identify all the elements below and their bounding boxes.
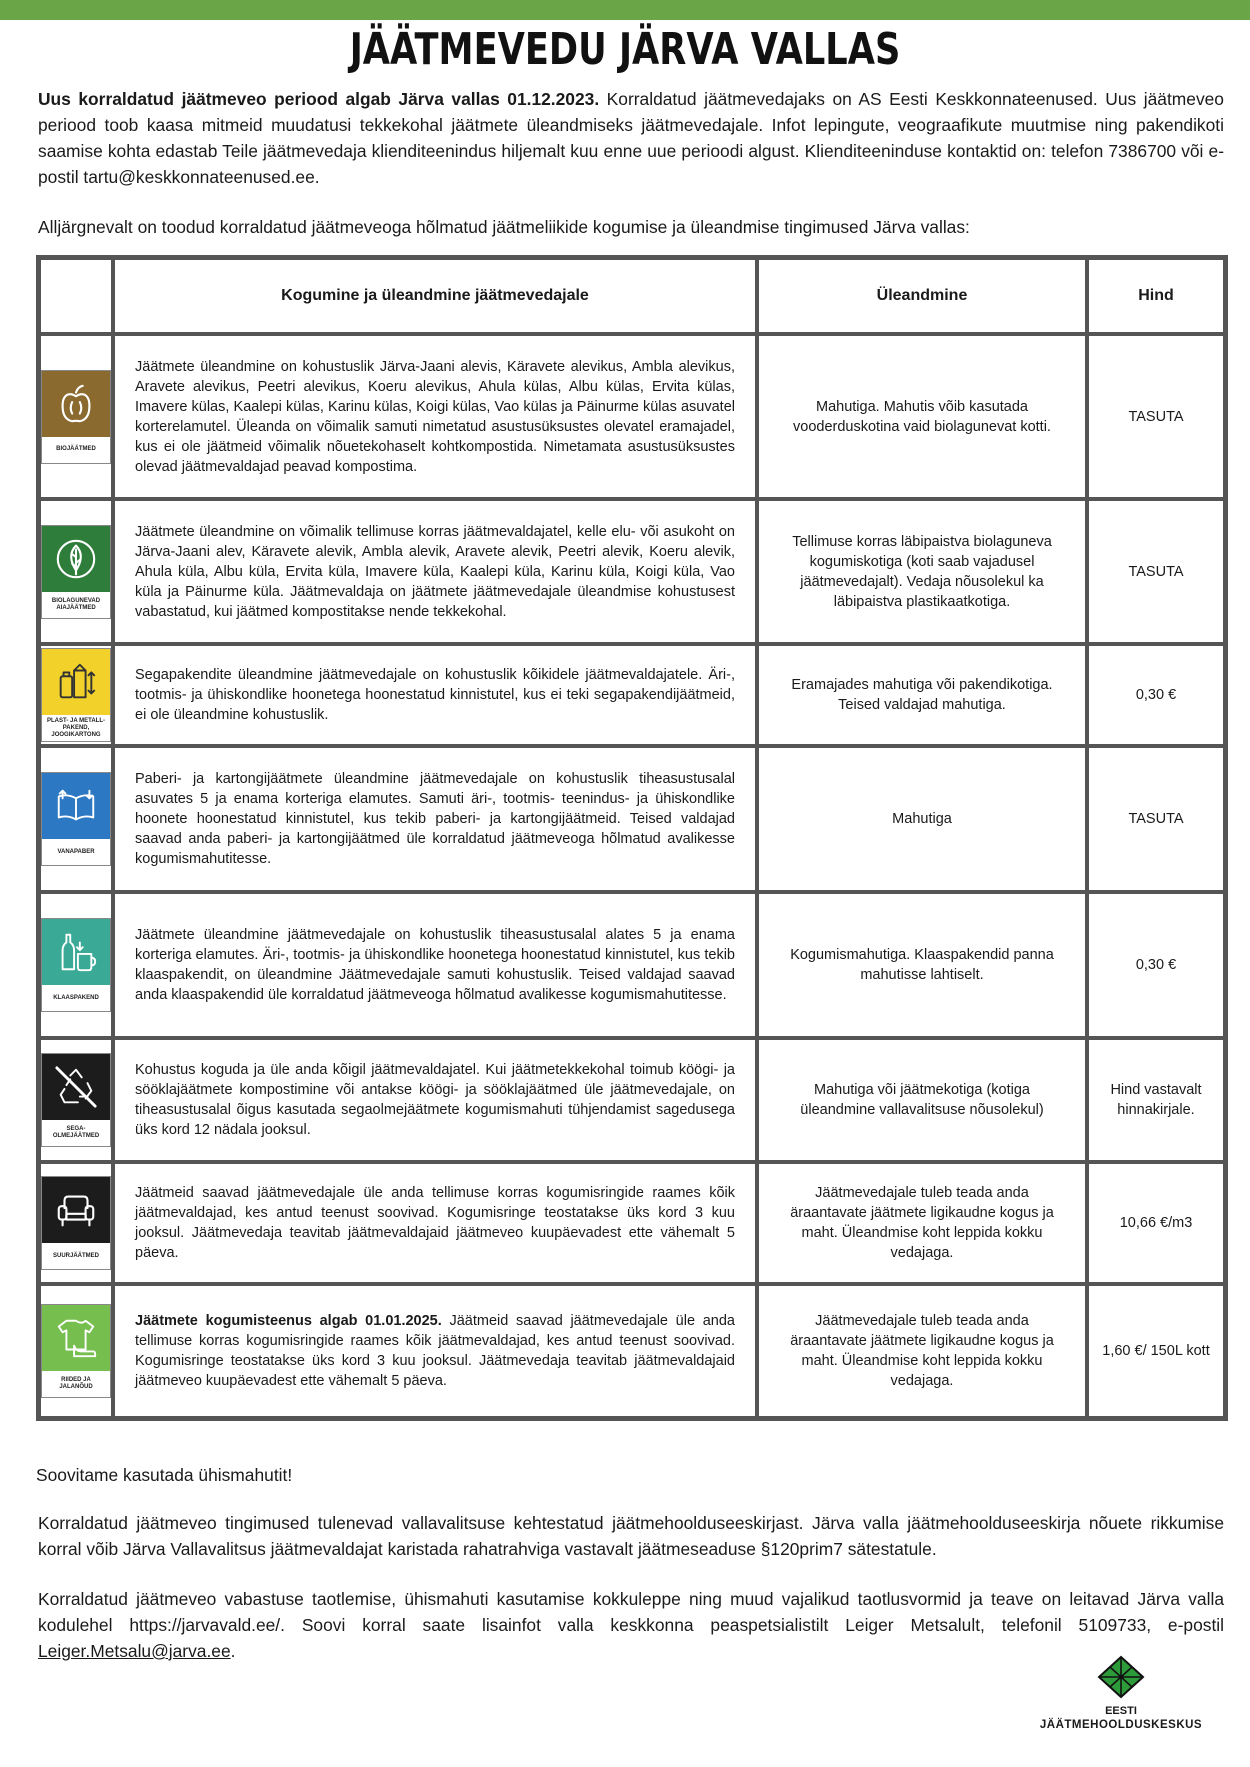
bulky-waste-category-icon [41, 1176, 111, 1270]
price-text: TASUTA [1087, 334, 1225, 499]
handover-text: Jäätmevedajale tuleb teada anda äraantavate jäätmete ligikaudne kogus ja maht. Üleandmise koht leppida kokku vedajaga. [757, 1284, 1087, 1418]
armchair-icon [42, 1177, 110, 1243]
row-bold-note: Jäätmete kogumisteenus algab 01.01.2025. [135, 1313, 442, 1329]
price-text: 10,66 €/m3 [1087, 1162, 1225, 1284]
logo-icon [1095, 1654, 1147, 1700]
price-text: 1,60 €/ 150L kott [1087, 1284, 1225, 1418]
handover-text: Jäätmevedajale tuleb teada anda äraantavate jäätmete ligikaudne kogus ja maht. Üleandmise koht leppida kokku vedajaga. [757, 1162, 1087, 1284]
icon-label: PLAST- JA METALL-PAKEND, JOOGIKARTONG [42, 715, 110, 741]
collection-text: Jäätmete üleandmine on võimalik tellimuse korras jäätmevaldajatel, kelle elu- või asukoht on Järva-Jaani alev, Käravete alevik, Ambla alevik, Aravete alevik, Peetri alevik, Koeru alevik, Ahula küla, Albu küla, Ervita küla, Imavere küla, Kaalepi küla, Karinu küla, Koigi küla, Vao küla ja Päinurme küla. Jäätmevaldaja on jäätmete jäätmevedajale üleandmise kohustusest vabastatud, kui jäätmed kompostitakse nende tekkekohal. [113, 499, 757, 644]
top-accent-bar [0, 0, 1250, 20]
price-text: TASUTA [1087, 746, 1225, 892]
collection-text: Jäätmete kogumisteenus algab 01.01.2025. Jäätmeid saavad jäätmevedajale üle anda tellimuse korras kogumisringide raames kõik jäätmevaldajad, kes antud teenust soovivad. Kogumisringe teostatakse üks kord 3 kuu jooksul. Jäätmevedaja teavitab jäätmevaldajaid jäätmeveo kuupäevadest ette vähemalt 5 päeva. [113, 1284, 757, 1418]
header-handover: Üleandmine [757, 258, 1087, 334]
price-text: TASUTA [1087, 499, 1225, 644]
price-text: 0,30 € [1087, 892, 1225, 1038]
table-row [39, 892, 1225, 1038]
logo-line-2: JÄÄTMEHOOLDUSKESKUS [1039, 1719, 1203, 1731]
collection-text: Segapakendite üleandmine jäätmevedajale on kohustuslik kõikidele jäätmevaldajatele. Äri-, tootmis- ja ühiskondlike hoonetega hoonestatud kinnistutel, kus ei teki segapakendijäätmeid, ei ole üleandmine kohustuslik. [113, 644, 757, 746]
glass-bottle-icon [42, 919, 110, 985]
icon-label: BIOJÄÄTMED [42, 437, 110, 463]
intro-paragraph [38, 86, 1224, 190]
collection-text: Kohustus koguda ja üle anda kõigil jäätmevaldajatel. Kui jäätmetekkekohal toimub köögi- ja sööklajäätmete kompostimine või antakse köögi- ja sööklajäätmed üle jäätmevedajale, on tiheasustusalal õigus kasutada segaolmejäätmete kogumismahuti tühjendamist sagedusega üks kord 12 nädala jooksul. [113, 1038, 757, 1162]
table-row [39, 746, 1225, 892]
biowaste-category-icon [41, 370, 111, 464]
table-row [39, 1284, 1225, 1418]
logo-line-1: EESTI [1105, 1705, 1137, 1717]
icon-label: BIOLAGUNEVAD AIAJÄÄTMED [42, 592, 110, 618]
handover-text: Mahutiga [757, 746, 1087, 892]
table-header-row [39, 258, 1225, 334]
contact-paragraph: Korraldatud jäätmeveo vabastuse taotlemise, ühismahuti kasutamise kokkuleppe ning muud vajalikud taotlusvormid ja teave on leitavad Järva valla kodulehel https://jarvavald.ee/. Soovi korral saate lisainfot valla keskkonna peaspetsialistilt Leiger Metsalult, telefonil 5109733, e-postil Leiger.Metsalu@jarva.ee. [38, 1589, 1224, 1661]
price-text: 0,30 € [1087, 644, 1225, 746]
regulation-paragraph: Korraldatud jäätmeveo tingimused tulenevad vallavalitsuse kehtestatud jäätmehoolduseeskirjast. Järva valla jäätmehoolduseeskirja nõuete rikkumise korral võib Järva Vallavalitsus jäätmevaldajat karistada rahatrahviga vastavalt jäätmeseaduse §120prim7 sätestatule. [38, 1513, 1224, 1559]
page-title: JÄÄTMEVEDU JÄRVA VALLAS [349, 24, 901, 75]
organization-logo [1016, 1654, 1226, 1732]
icon-label: SEGA-OLMEJÄÄTMED [42, 1120, 110, 1146]
packaging-category-icon [41, 648, 111, 742]
mixed-waste-category-icon [41, 1053, 111, 1147]
header-collection: Kogumine ja üleandmine jäätmevedajale [113, 258, 757, 334]
icon-label: KLAASPAKEND [42, 985, 110, 1011]
recommendation-text: Soovitame kasutada ühismahutit! [36, 1465, 293, 1485]
table-row [39, 334, 1225, 499]
handover-text: Eramajades mahutiga või pakendikotiga. Teised valdajad mahutiga. [757, 644, 1087, 746]
apple-core-icon [42, 371, 110, 437]
handover-text: Kogumismahutiga. Klaaspakendid panna mahutisse lahtiselt. [757, 892, 1087, 1038]
handover-text: Mahutiga. Mahutis võib kasutada vooderduskotina vaid biolagunevat kotti. [757, 334, 1087, 499]
no-recycle-icon [42, 1054, 110, 1120]
paper-category-icon [41, 772, 111, 866]
handover-text: Mahutiga või jäätmekotiga (kotiga üleandmine vallavalitsuse nõusolekul) [757, 1038, 1087, 1162]
garden-waste-category-icon [41, 525, 111, 619]
leaf-icon [42, 526, 110, 592]
collection-text: Jäätmeid saavad jäätmevedajale üle anda tellimuse korras kogumisringide raames kõik jäätmevaldajad, kes antud teenust soovivad. Kogumisringe teostatakse üks kord 3 kuu jooksul. Jäätmevedaja teavitab jäätmevaldajaid jäätmeveo kuupäevadest ette vähemalt 5 päeva. [113, 1162, 757, 1284]
header-icon [39, 258, 113, 334]
header-price: Hind [1087, 258, 1225, 334]
glass-category-icon [41, 918, 111, 1012]
collection-text: Jäätmete üleandmine jäätmevedajale on kohustuslik tiheasustusalal alates 5 ja enama korteriga elamutes. Äri-, tootmis- ja ühiskondlike hoonetega hoonestatud kinnistutel, kus tekib klaaspakendit, on üleandmine Jäätmevedajale samuti kohustuslik. Teised valdajad saavad anda klaaspakendid üle korraldatud jäätmeveoga hõlmatud avalikesse kogumismahutitesse. [113, 892, 757, 1038]
table-row [39, 1162, 1225, 1284]
icon-label: VANAPABER [42, 839, 110, 865]
handover-text: Tellimuse korras läbipaistva biolaguneva kogumiskotiga (koti saab vajadusel jäätmevedajalt). Vedaja nõusolekul ka läbipaistva plastikaatkotiga. [757, 499, 1087, 644]
collection-text: Jäätmete üleandmine on kohustuslik Järva-Jaani alevis, Käravete alevikus, Ambla alevikus, Aravete alevikus, Peetri alevikus, Koeru alevikus, Ahula külas, Albu külas, Ervita külas, Imavere külas, Kaalepi külas, Karinu külas, Koigi külas, Vao külas ja Päinurme külas asuvatel korterelamutel. Üleanda on võimalik samuti nimetatud asustusüksustes olevatel eramajadel, kus ei ole jäätmeid võimalik nõuetekohaselt kohtkompostida. Nimetamata asustusüksustes olevad jäätmevaldajad peavad kompostima. [113, 334, 757, 499]
waste-table [36, 255, 1228, 1421]
icon-label: SUURJÄÄTMED [42, 1243, 110, 1269]
paper-book-icon [42, 773, 110, 839]
collection-text: Paberi- ja kartongijäätmete üleandmine jäätmevedajale on kohustuslik tiheasustusalal asuvates 5 ja enama korteriga elamutes. Samuti äri-, tootmis- teenindus- ja ühiskondlike hoonete hoonestatud kinnistutel, kus tekib paberi- ja kartongijäätmeid. Teised valdajad saavad anda paberi- ja kartongijäätmed üle korraldatud jäätmeveoga hõlmatud avalikesse kogumismahutitesse. [113, 746, 757, 892]
price-text: Hind vastavalt hinnakirjale. [1087, 1038, 1225, 1162]
intro-bold: Uus korraldatud jäätmeveo periood algab Järva vallas 01.12.2023. [38, 89, 600, 109]
lead-sentence: Alljärgnevalt on toodud korraldatud jäätmeveoga hõlmatud jäätmeliikide kogumise ja üleandmise tingimused Järva vallas: [38, 217, 970, 237]
table-row [39, 1038, 1225, 1162]
intro-text: Korraldatud jäätmevedajaks on AS Eesti Keskkonnateenused. Uus jäätmeveo periood toob kaasa mitmeid muudatusi tekkekohal jäätmete üleandmiseks jäätmevedajale. Infot lepingute, veograafikute muutmise ning pakendikoti saamise kohta edastab Teile jäätmevedaja klienditeenindus hiljemalt kuu enne uue perioodi algust. Klienditeeninduse kontaktid on: telefon 7386700 või e-postil tartu@keskkonnateenused.ee. [38, 89, 1224, 187]
icon-label: RIIDED JA JALANÕUD [42, 1371, 110, 1397]
textile-category-icon [41, 1304, 111, 1398]
table-row [39, 499, 1225, 644]
email-link[interactable]: Leiger.Metsalu@jarva.ee [38, 1641, 231, 1661]
tshirt-shoe-icon [42, 1305, 110, 1371]
table-row [39, 644, 1225, 746]
packaging-icon [42, 649, 110, 715]
